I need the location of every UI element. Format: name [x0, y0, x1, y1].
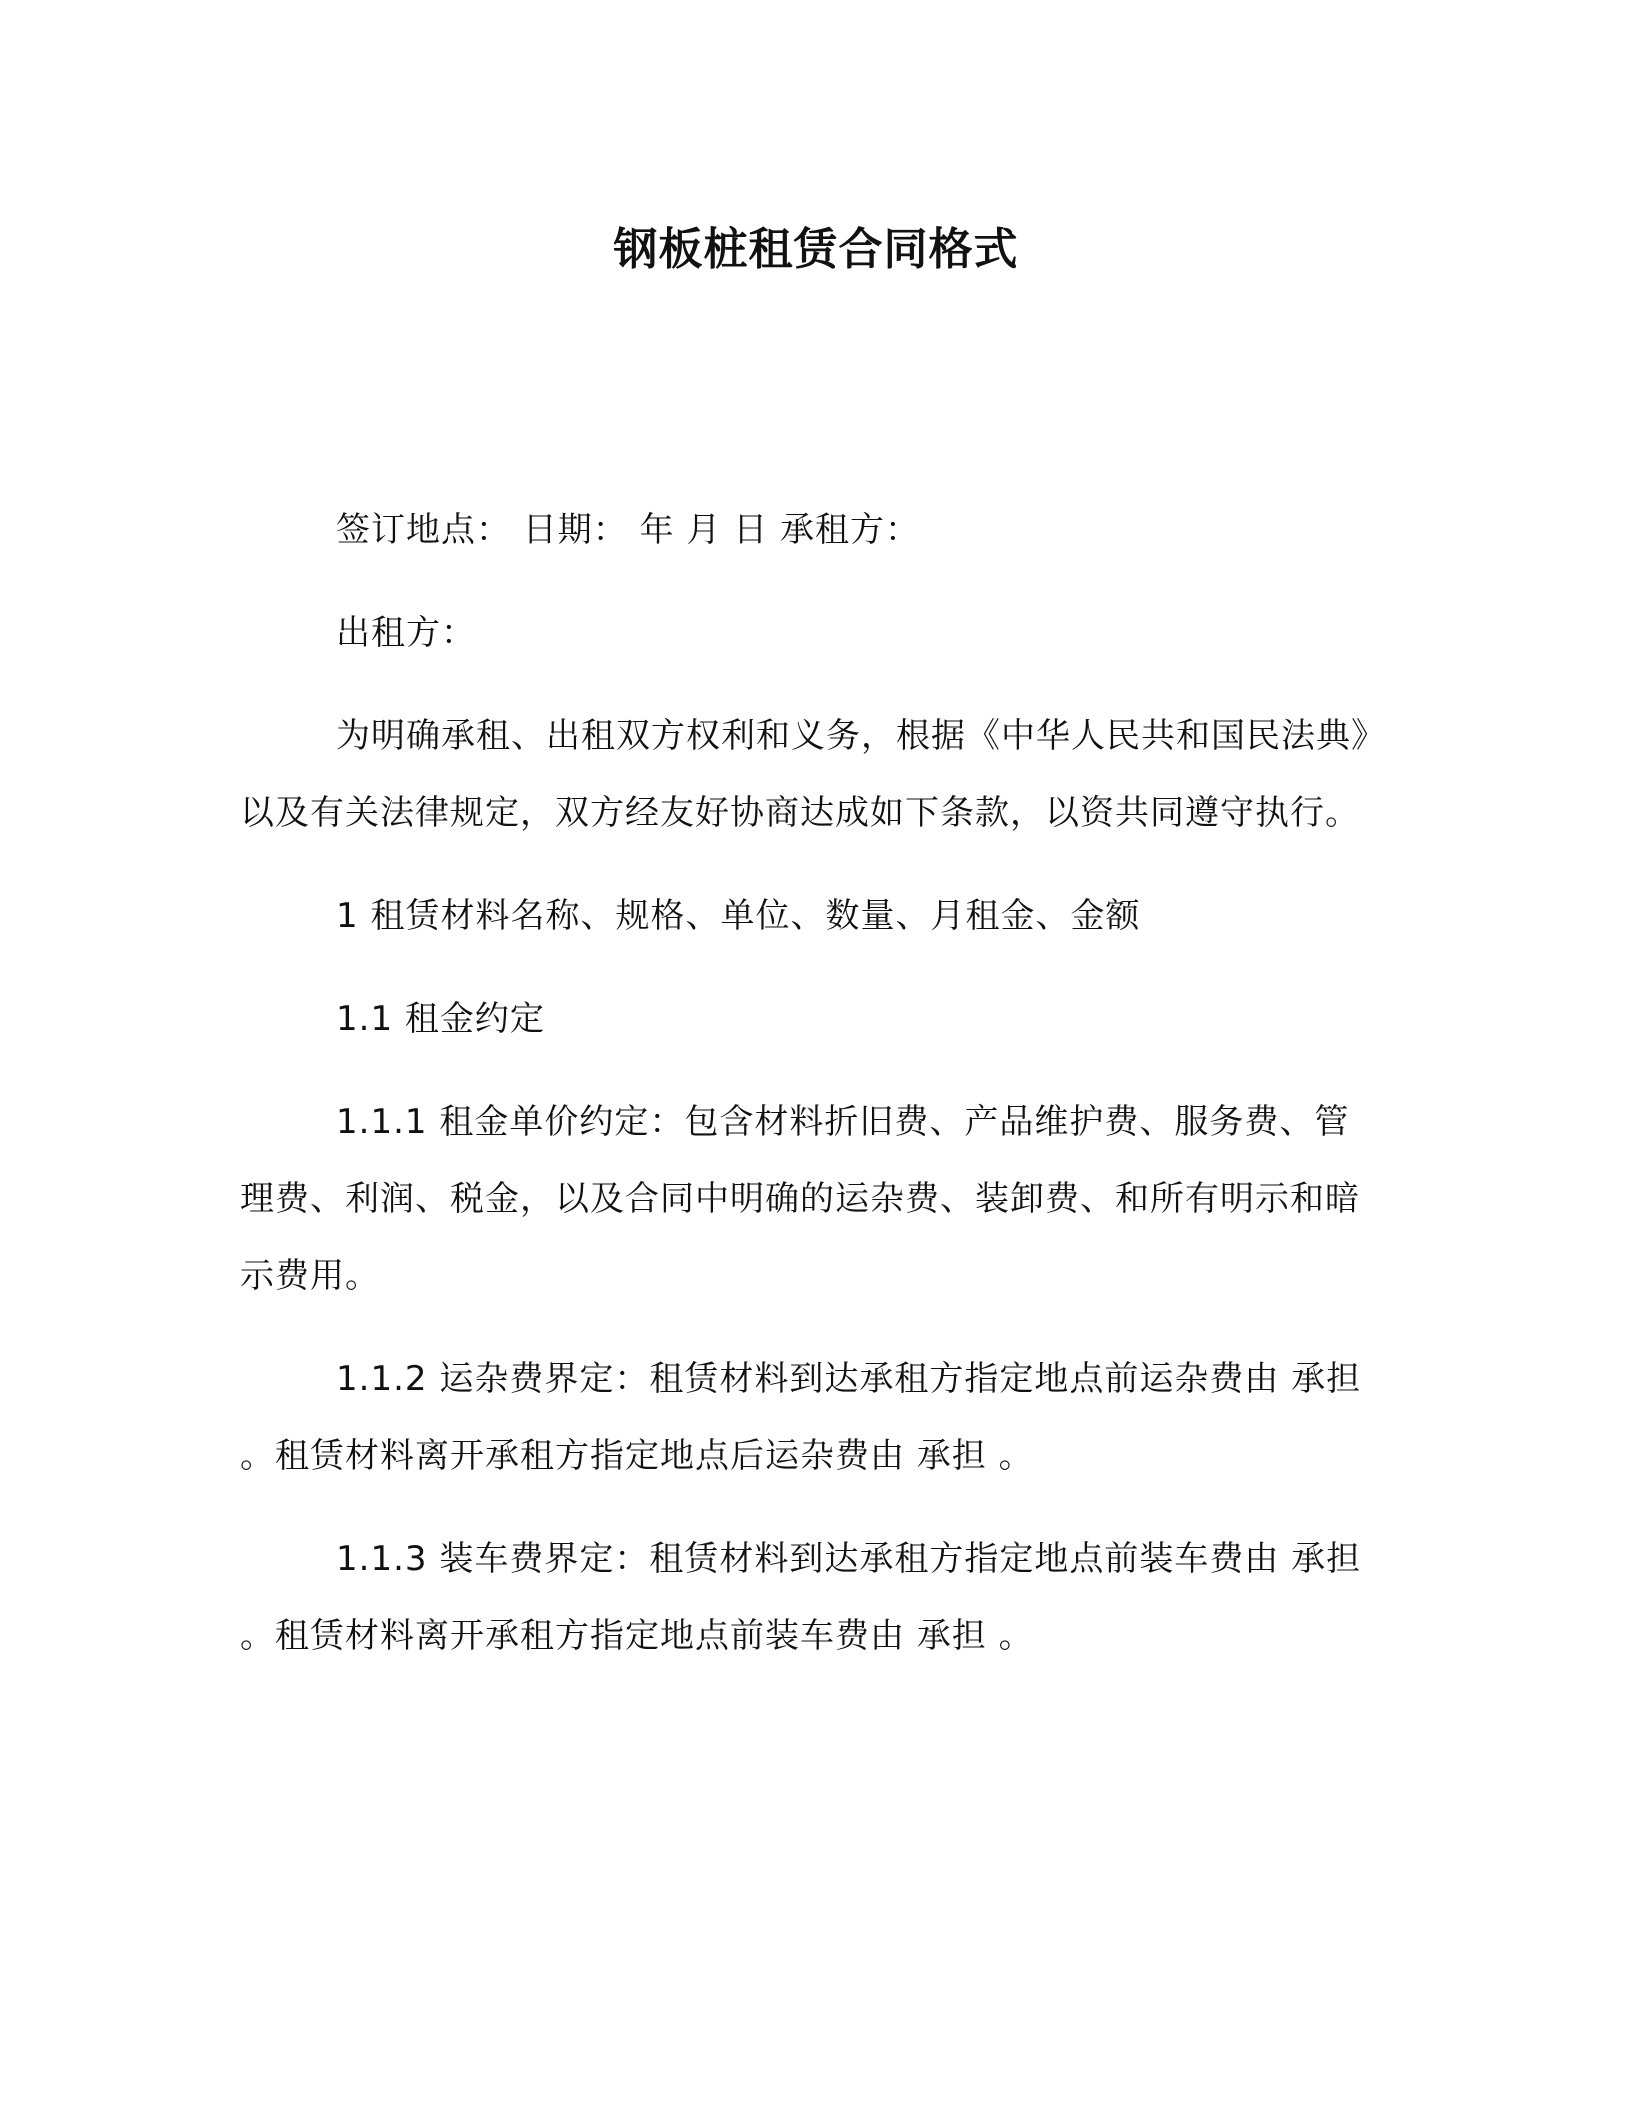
clause-1-1-1: 1.1.1 租金单价约定：包含材料折旧费、产品维护费、服务费、管理费、利润、税金，以及合同中明确的运杂费、装卸费、和所有明示和暗示费用。 — [240, 1102, 1360, 1296]
signing-info-paragraph: 签订地点： 日期： 年 月 日 承租方： — [336, 510, 921, 550]
document-body — [240, 492, 1380, 1701]
preamble-paragraph: 为明确承租、出租双方权利和义务，根据《中华人民共和国民法典》以及有关法律规定，双方经友好协商达成如下条款，以资共同遵守执行。 — [240, 716, 1369, 833]
document-title: 钢板桩租赁合同格式 — [613, 224, 1019, 275]
clause-1-1-3: 1.1.3 装车费界定：租赁材料到达承租方指定地点前装车费由 承担 。租赁材料离开承租方指定地点前装车费由 承担 。 — [240, 1539, 1362, 1656]
clause-1-1-2: 1.1.2 运杂费界定：租赁材料到达承租方指定地点前运杂费由 承担 。租赁材料离开承租方指定地点后运杂费由 承担 。 — [240, 1359, 1362, 1476]
section-1-1-heading: 1.1 租金约定 — [336, 999, 545, 1039]
lessor-paragraph: 出租方： — [336, 613, 476, 653]
section-1-heading: 1 租赁材料名称、规格、单位、数量、月租金、金额 — [336, 896, 1141, 936]
